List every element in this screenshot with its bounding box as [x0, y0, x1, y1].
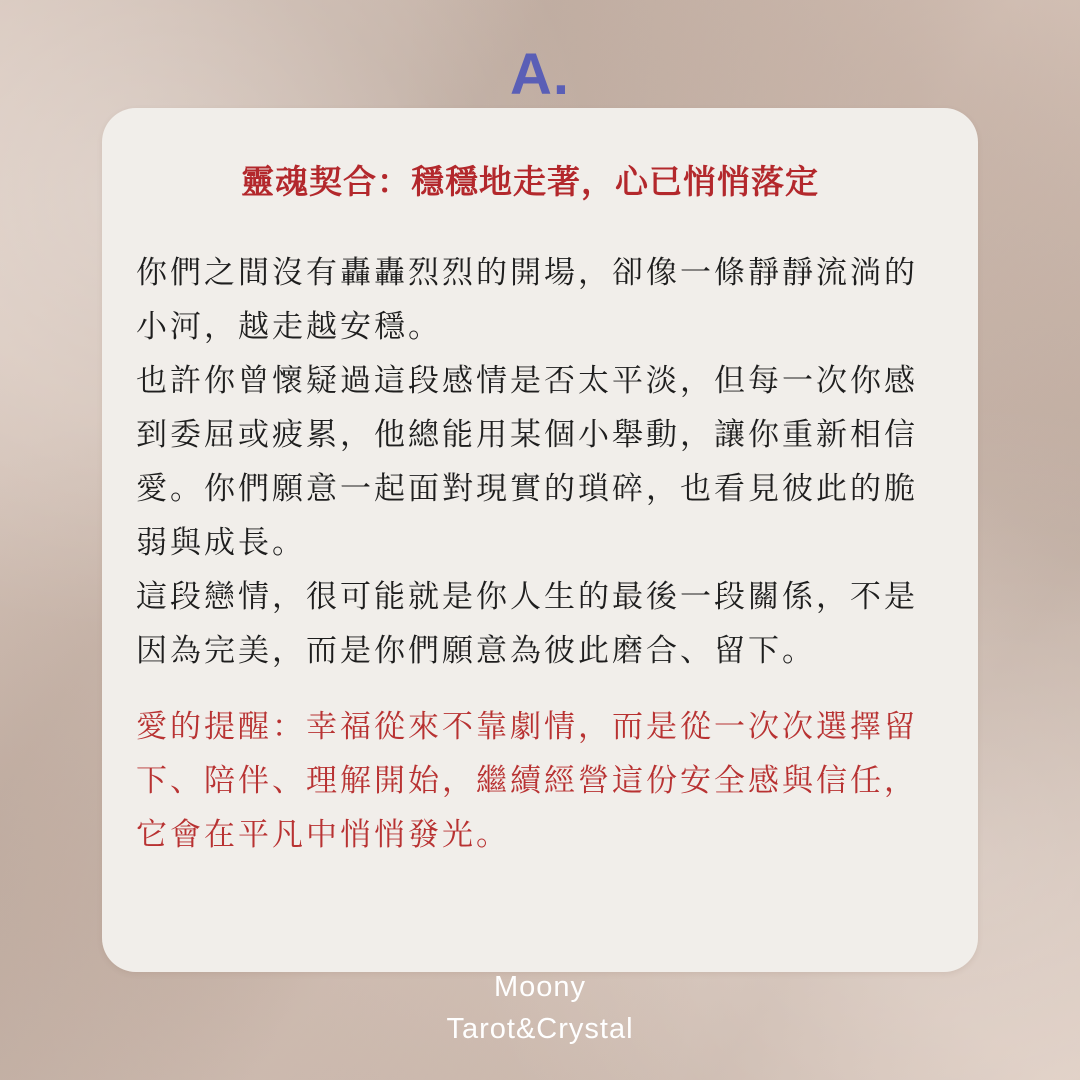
footer-brand [0, 966, 1080, 1050]
card-body [136, 246, 946, 678]
content-card [102, 108, 978, 972]
brand-name: Moony [493, 971, 587, 1003]
body-paragraph: 也許你曾懷疑過這段感情是否太平淡，但每一次你感到委屈或疲累，他總能用某個小舉動，讓你重新相信愛。你們願意一起面對現實的瑣碎，也看見彼此的脆弱與成長。 [136, 363, 918, 561]
body-paragraph: 這段戀情，很可能就是你人生的最後一段關係，不是因為完美，而是你們願意為彼此磨合、留下。 [136, 579, 918, 669]
card-title: 靈魂契合：穩穩地走著，心已悄悄落定 [241, 162, 819, 201]
love-reminder: 愛的提醒：幸福從來不靠劇情，而是從一次次選擇留下、陪伴、理解開始，繼續經營這份安全感與信任，它會在平凡中悄悄發光。 [136, 709, 918, 853]
brand-subtitle: Tarot&Crystal [446, 1013, 634, 1045]
heading-letter: A. [510, 42, 570, 107]
body-paragraph: 你們之間沒有轟轟烈烈的開場，卻像一條靜靜流淌的小河，越走越安穩。 [136, 255, 918, 345]
